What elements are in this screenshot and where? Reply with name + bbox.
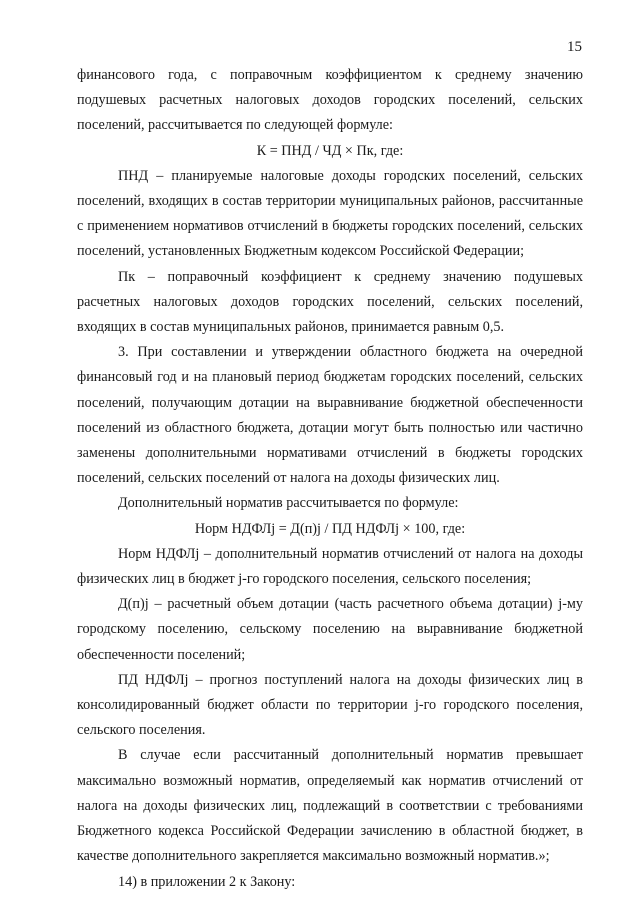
definition-pk: Пк – поправочный коэффициент к среднему значению подушевых расчетных налоговых доходов городских поселений, сельских поселений, входящих в состав муниципальных районов, принимается равным 0,5. — [77, 268, 583, 336]
formula-ndfl: Норм НДФЛj = Д(п)j / ПД НДФЛj × 100, где: — [194, 520, 466, 537]
page-number: 15 — [567, 39, 582, 55]
item-14: 14) в приложении 2 к Закону: — [118, 873, 296, 890]
definition-pnd: ПНД – планируемые налоговые доходы городских поселений, сельских поселений, входящих в состав территории муниципальных районов, рассчитанные с применением нормативов отчислений в бюджеты городских поселений, сельских поселений, установленных Бюджетным кодексом Российской Федерации; — [77, 167, 583, 260]
formula-intro: Дополнительный норматив рассчитывается по формуле: — [118, 495, 459, 512]
formula-k: К = ПНД / ЧД × Пк, где: — [256, 142, 404, 159]
paragraph-continuation: финансового года, с поправочным коэффициентом к среднему значению подушевых расчетных налоговых доходов городских поселений, сельских поселений, рассчитывается по следующей формуле: — [77, 67, 583, 134]
clause-3: 3. При составлении и утверждении областного бюджета на очередной финансовый год и на плановый период бюджетам городских поселений, сельских поселений, получающим дотации на выравнивание бюджетной обеспеченности поселений из областного бюджета, дотации могут быть полностью или частично заменены дополнительными нормативами отчислений в бюджеты городских поселений, сельских поселений от налога на доходы физических лиц. — [77, 344, 583, 487]
definition-dpj: Д(п)j – расчетный объем дотации (часть расчетного объема дотации) j-му городскому поселению, сельскому поселению на выравнивание бюджетной обеспеченности поселений; — [77, 596, 583, 663]
document-body — [77, 63, 583, 895]
paragraph-max-norm: В случае если рассчитанный дополнительный норматив превышает максимально возможный норматив, определяемый как норматив отчислений от налога на доходы физических лиц, подлежащий в соответствии с требованиями Бюджетного кодекса Российской Федерации зачислению в областной бюджет, в качестве дополнительного закрепляется максимально возможный норматив.»; — [77, 747, 583, 865]
definition-norm-ndfl: Норм НДФЛj – дополнительный норматив отчислений от налога на доходы физических лиц в бюджет j-го городского поселения, сельского поселения; — [77, 545, 583, 588]
definition-pd-ndfl: ПД НДФЛj – прогноз поступлений налога на доходы физических лиц в консолидированный бюджет области по территории j-го городского поселения, сельского поселения. — [77, 671, 583, 739]
